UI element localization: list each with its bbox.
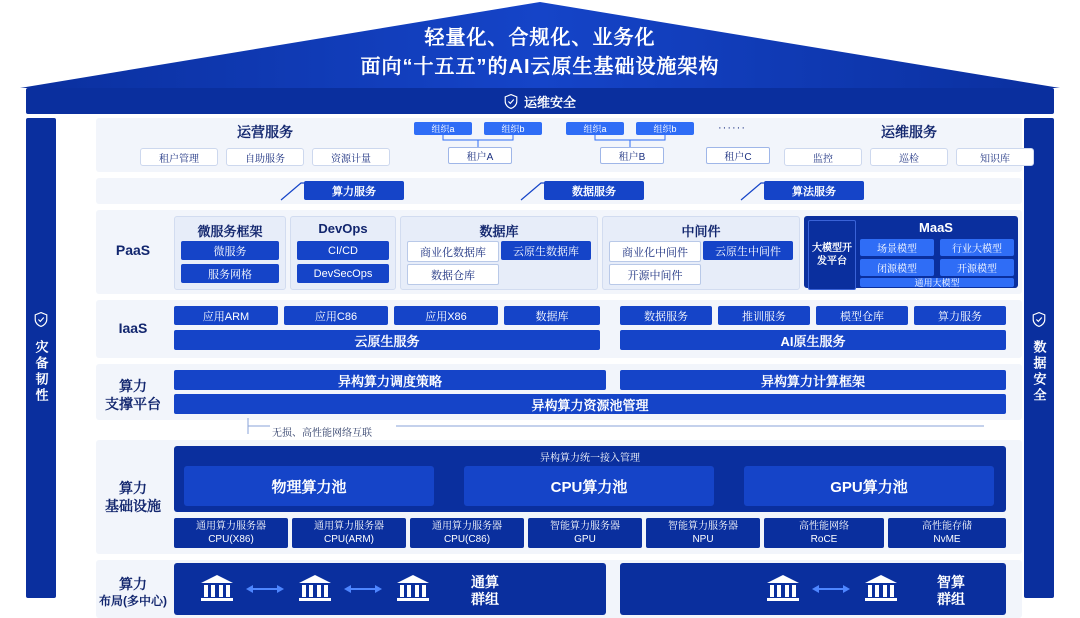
paas-group-microservice (174, 216, 286, 290)
general-compute-cluster[interactable] (174, 563, 606, 615)
maas-cell[interactable]: 开源模型 (940, 259, 1014, 276)
server-line2: NPU (692, 534, 714, 545)
pillar-right-label: 数据安全 (1031, 340, 1047, 404)
double-arrow-icon (344, 582, 382, 594)
maas-platform-label: 大模型开发平台 (808, 220, 856, 290)
bank-icon (200, 573, 234, 603)
paas-group-middleware (602, 216, 800, 290)
iaas-item[interactable]: 应用C86 (284, 306, 388, 325)
org-chip[interactable]: 组织a (414, 122, 472, 135)
iaas-cloud-native-bar[interactable]: 云原生服务 (174, 330, 600, 350)
group-title: 数据库 (479, 224, 519, 239)
server-line1: 通用算力服务器 (432, 520, 502, 532)
shield-icon (34, 312, 48, 332)
group-item[interactable]: 商业化数据库 (407, 241, 499, 262)
maintenance-services-block (784, 122, 1034, 166)
group-item[interactable]: 商业化中间件 (609, 241, 701, 262)
interconnect-note: 无损、高性能网络互联 (272, 428, 372, 439)
service-arrow[interactable]: 算法服务 (764, 181, 864, 200)
server-line1: 高性能网络 (799, 520, 849, 532)
iaas-item[interactable]: 模型仓库 (816, 306, 908, 325)
server-line2: CPU(C86) (443, 534, 491, 545)
architecture-body (60, 118, 1022, 608)
server-line2: CPU(X86) (208, 534, 254, 545)
title-line-1: 轻量化、合规化、业务化 (424, 27, 656, 49)
iaas-label: IaaS (118, 320, 148, 336)
layout-label (96, 576, 170, 609)
iaas-item[interactable]: 算力服务 (914, 306, 1006, 325)
server-line2: RoCE (810, 534, 838, 545)
layout-row (96, 560, 1022, 618)
operation-chip[interactable]: 租户管理 (140, 148, 218, 166)
ellipsis-label: ······ (718, 122, 746, 134)
service-arrow[interactable]: 数据服务 (544, 181, 644, 200)
server-line1: 通用算力服务器 (314, 520, 384, 532)
bank-icon (396, 573, 430, 603)
compute-framework-bar[interactable]: 异构算力计算框架 (620, 370, 1006, 390)
server-line1: 高性能存储 (922, 520, 972, 532)
maas-cell[interactable]: 行业大模型 (940, 239, 1014, 256)
paas-group-maas (804, 216, 1018, 288)
maas-title: MaaS (919, 220, 953, 235)
maas-cell[interactable]: 场景模型 (860, 239, 934, 256)
maas-cell[interactable]: 通用大模型 (860, 278, 1014, 287)
double-arrow-icon (812, 582, 850, 594)
compute-pool[interactable]: CPU算力池 (464, 466, 714, 506)
tenant-area (406, 120, 772, 170)
tenant-chip[interactable]: 租户B (600, 147, 664, 164)
operation-services-block (140, 122, 390, 166)
infrastructure-label (100, 480, 166, 515)
infrastructure-label-line2: 基础设施 (105, 497, 161, 514)
diagram-title (0, 24, 1080, 82)
double-arrow-icon (246, 582, 284, 594)
compute-support-label-line2: 支撑平台 (105, 395, 161, 412)
operation-chip[interactable]: 自助服务 (226, 148, 304, 166)
service-arrow[interactable]: 算力服务 (304, 181, 404, 200)
compute-support-row (96, 364, 1022, 420)
iaas-row (96, 300, 1022, 358)
maintenance-chip[interactable]: 监控 (784, 148, 862, 166)
security-bar (26, 88, 1054, 114)
scheduling-policy-bar[interactable]: 异构算力调度策略 (174, 370, 606, 390)
bank-icon (298, 573, 332, 603)
tenant-chip[interactable]: 租户C (706, 147, 770, 164)
compute-pool[interactable]: GPU算力池 (744, 466, 994, 506)
pillar-left-resilience (26, 118, 56, 598)
org-chip[interactable]: 组织a (566, 122, 624, 135)
cluster-label-line2: 群组 (937, 590, 965, 607)
iaas-ai-native-bar[interactable]: AI原生服务 (620, 330, 1006, 350)
intelligent-cluster-label (916, 574, 986, 608)
pillar-left-label: 灾备韧性 (33, 340, 49, 404)
interconnect-connector (246, 418, 986, 438)
paas-group-database (400, 216, 598, 290)
server-line1: 智能算力服务器 (550, 520, 620, 532)
service-arrow-row (96, 178, 1022, 204)
bank-icon (864, 573, 898, 603)
layout-label-line2: 布局(多中心) (99, 593, 167, 608)
group-item[interactable]: 数据仓库 (407, 264, 499, 285)
server-card[interactable] (174, 518, 288, 548)
unified-access-container (174, 446, 1006, 512)
shield-icon (1032, 312, 1046, 332)
group-item[interactable]: 微服务 (181, 241, 279, 260)
paas-row (96, 210, 1022, 294)
general-cluster-label (450, 574, 520, 608)
bank-icon (766, 573, 800, 603)
group-item[interactable]: CI/CD (297, 241, 389, 260)
iaas-item[interactable]: 应用ARM (174, 306, 278, 325)
paas-label: PaaS (115, 242, 151, 258)
server-line1: 通用算力服务器 (196, 520, 266, 532)
tenant-chip[interactable]: 租户A (448, 147, 512, 164)
cluster-label-line1: 智算 (937, 574, 965, 590)
layout-label-line1: 算力 (119, 576, 147, 592)
org-chip[interactable]: 组织b (484, 122, 542, 135)
operation-chip[interactable]: 资源计量 (312, 148, 390, 166)
group-item[interactable]: 服务网格 (181, 264, 279, 283)
compute-pool[interactable]: 物理算力池 (184, 466, 434, 506)
compute-support-label (100, 378, 166, 413)
group-title: 中间件 (681, 224, 721, 239)
cluster-label-line1: 通算 (471, 574, 499, 590)
server-line1: 智能算力服务器 (668, 520, 738, 532)
operation-row (96, 118, 1022, 172)
server-card[interactable] (646, 518, 760, 548)
maas-cell[interactable]: 闭源模型 (860, 259, 934, 276)
maintenance-chip[interactable]: 巡检 (870, 148, 948, 166)
group-title: 微服务框架 (197, 224, 263, 239)
server-line2: GPU (574, 534, 596, 545)
shield-check-icon (504, 94, 518, 109)
iaas-item[interactable]: 应用X86 (394, 306, 498, 325)
iaas-item[interactable]: 数据服务 (620, 306, 712, 325)
server-card[interactable] (292, 518, 406, 548)
group-item[interactable]: DevSecOps (297, 264, 389, 283)
paas-group-devops (290, 216, 396, 290)
maintenance-services-title: 运维服务 (881, 124, 937, 140)
group-item[interactable]: 云原生数据库 (501, 241, 591, 260)
security-bar-label: 运维安全 (523, 94, 576, 110)
group-item[interactable]: 云原生中间件 (703, 241, 793, 260)
unified-access-bar: 异构算力统一接入管理 (540, 452, 640, 464)
resource-pool-management-bar[interactable]: 异构算力资源池管理 (174, 394, 1006, 414)
pillar-right-data-security (1024, 118, 1054, 598)
intelligent-compute-cluster[interactable] (620, 563, 1006, 615)
title-line-2: 面向“十五五”的AI云原生基础设施架构 (360, 56, 720, 78)
server-line2: NvME (933, 534, 961, 545)
compute-support-label-line1: 算力 (119, 378, 147, 394)
group-title: DevOps (318, 221, 368, 236)
cluster-label-line2: 群组 (471, 590, 499, 607)
infrastructure-row (96, 440, 1022, 554)
server-card[interactable] (764, 518, 884, 548)
server-card[interactable] (410, 518, 524, 548)
operation-services-title: 运营服务 (237, 124, 293, 140)
iaas-item[interactable]: 数据库 (504, 306, 600, 325)
server-card[interactable] (528, 518, 642, 548)
server-card[interactable] (888, 518, 1006, 548)
infrastructure-label-line1: 算力 (119, 480, 147, 496)
org-chip[interactable]: 组织b (636, 122, 694, 135)
server-line2: CPU(ARM) (324, 534, 374, 545)
iaas-item[interactable]: 推训服务 (718, 306, 810, 325)
group-item[interactable]: 开源中间件 (609, 264, 701, 285)
maintenance-chip[interactable]: 知识库 (956, 148, 1034, 166)
